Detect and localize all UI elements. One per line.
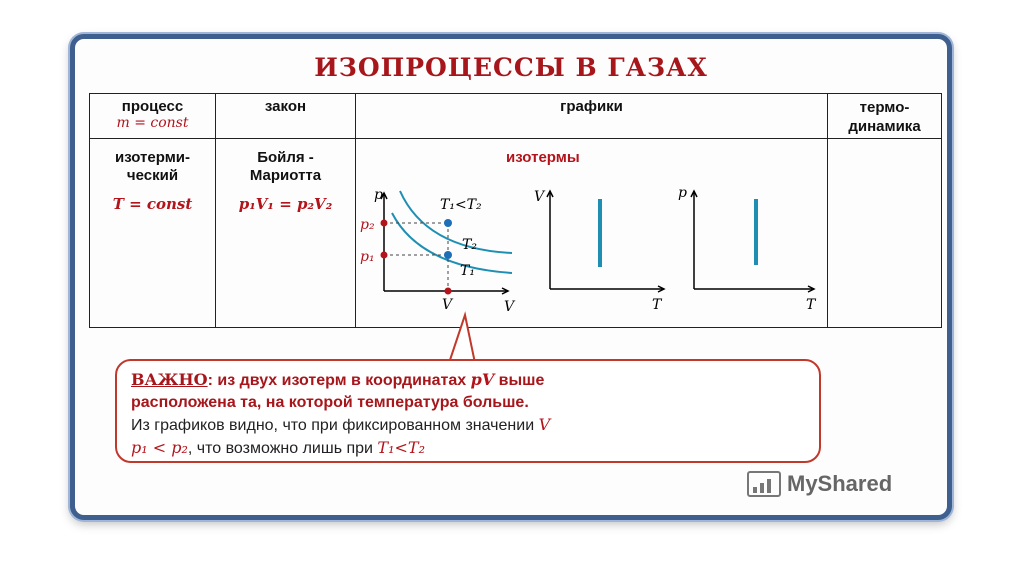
cell-thermo bbox=[828, 139, 942, 328]
cell-process bbox=[90, 139, 216, 328]
p2-point bbox=[381, 220, 388, 227]
note-important-label: ВАЖНО bbox=[131, 370, 208, 389]
pt-y-label: p bbox=[678, 185, 687, 201]
header-process-label: процесс bbox=[121, 98, 184, 115]
p1-label: p₁ bbox=[360, 249, 375, 265]
note-p-compare: p₁ < p₂ bbox=[131, 438, 188, 457]
law-formula: p₁V₁ = p₂V₂ bbox=[238, 195, 333, 213]
header-graphs-label: графики bbox=[560, 98, 623, 115]
process-formula: T = const bbox=[112, 195, 193, 213]
watermark bbox=[747, 471, 892, 497]
callout-pointer bbox=[435, 309, 495, 365]
note-line1: : из двух изотерм в координатах bbox=[207, 372, 471, 389]
t1-point bbox=[444, 251, 452, 259]
t1-label: T₁ bbox=[460, 263, 475, 279]
slide-frame bbox=[70, 34, 952, 520]
note-pv: pV bbox=[470, 370, 495, 389]
pt-graph bbox=[678, 185, 817, 313]
vt-y-label: V bbox=[534, 189, 545, 205]
vt-graph bbox=[534, 189, 664, 313]
header-process bbox=[90, 94, 216, 139]
note-t-condition: T₁<T₂ bbox=[377, 438, 425, 457]
note-line1-end: выше bbox=[494, 372, 545, 389]
process-name: изотерми-ческий bbox=[114, 149, 191, 184]
header-law-label: закон bbox=[264, 98, 307, 115]
v-point-label: V bbox=[442, 297, 453, 313]
law-name: Бойля - Мариотта bbox=[249, 149, 322, 184]
watermark-text: MyShared bbox=[787, 471, 893, 496]
note-line4: , что возможно лишь при bbox=[187, 440, 378, 457]
pv-graph bbox=[360, 187, 516, 315]
t2-label: T₂ bbox=[462, 237, 477, 253]
header-row bbox=[90, 94, 942, 139]
header-law bbox=[216, 94, 356, 139]
p2-label: p₂ bbox=[360, 217, 375, 233]
t-compare-label: T₁<T₂ bbox=[440, 197, 482, 213]
header-thermo bbox=[828, 94, 942, 139]
note-v: V bbox=[538, 415, 551, 434]
isotherm-curve-t1 bbox=[392, 213, 512, 273]
t2-point bbox=[444, 219, 452, 227]
header-graphs bbox=[356, 94, 828, 139]
isothermal-row bbox=[90, 139, 942, 328]
header-thermo-label: термо-динамика bbox=[848, 99, 921, 135]
cell-graphs bbox=[356, 139, 828, 328]
pv-y-label: p bbox=[374, 187, 383, 203]
note-line2: расположена та, на которой температура больше. bbox=[131, 394, 529, 411]
isoprocess-table bbox=[89, 93, 942, 328]
header-process-sub: m = const bbox=[116, 115, 189, 131]
v-point bbox=[445, 288, 452, 295]
important-note bbox=[115, 359, 821, 463]
note-line3: Из графиков видно, что при фиксированном значении bbox=[131, 417, 539, 434]
slide-title: ИЗОПРОЦЕССЫ В ГАЗАХ bbox=[314, 53, 708, 82]
isotherms-title: изотермы bbox=[506, 149, 580, 166]
vt-x-label: T bbox=[652, 297, 662, 313]
pv-x-label: V bbox=[504, 299, 515, 315]
cell-law bbox=[216, 139, 356, 328]
myshared-logo-icon bbox=[747, 471, 781, 497]
p1-point bbox=[381, 252, 388, 259]
isotherm-graphs bbox=[356, 139, 826, 327]
pt-x-label: T bbox=[806, 297, 816, 313]
